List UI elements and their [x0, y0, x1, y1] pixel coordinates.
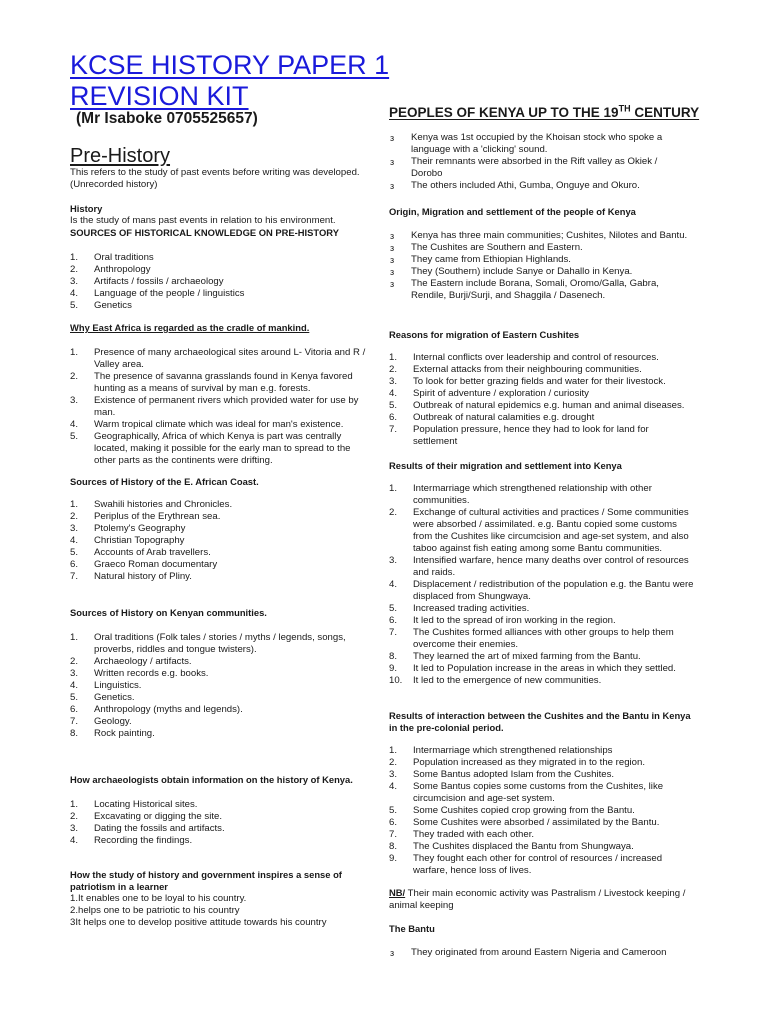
- list-item: 4. Recording the findings.: [70, 835, 193, 846]
- patriotism-section: [70, 869, 370, 929]
- origin-heading: Origin, Migration and settlement of the people of Kenya: [389, 206, 636, 217]
- arrow-bullet-icon: з: [390, 243, 395, 253]
- list-item: 10. It led to the emergence of new communities.: [389, 675, 602, 686]
- list-item: 3. Existence of permanent rivers which provided water for use by man.: [70, 395, 359, 418]
- kenyan-sources-section: [70, 607, 370, 740]
- list-item: 1. Intermarriage which strengthened relationship with other communities.: [389, 483, 652, 506]
- nb-text: Their main economic activity was Pastralism / Livestock keeping / animal keeping: [389, 888, 686, 911]
- kenyan-sources-heading: Sources of History on Kenyan communities.: [70, 607, 267, 618]
- list-item: 2. Archaeology / artifacts.: [70, 656, 192, 667]
- list-item: 2. Anthropology: [70, 264, 151, 275]
- list-item: з Their remnants were absorbed in the Rift valley as Okiek / Dorobo: [390, 156, 658, 179]
- list-item: 5. Some Cushites copied crop growing from the Bantu.: [389, 805, 635, 816]
- list-item: 3. To look for better grazing fields and water for their livestock.: [389, 376, 666, 387]
- patriotism-item: 1.It enables one to be loyal to his country.: [70, 893, 247, 904]
- title-line-1: KCSE HISTORY PAPER 1: [70, 50, 390, 80]
- list-item: з They came from Ethiopian Highlands.: [390, 254, 571, 265]
- prehistory-def-text: This refers to the study of past events before writing was developed.(Unrecorded history): [70, 167, 360, 190]
- interaction-list: [389, 745, 694, 877]
- list-item: 4. Warm tropical climate which was ideal for man's existence.: [70, 419, 344, 430]
- list-item: 2. Excavating or digging the site.: [70, 811, 222, 822]
- list-item: 7. Natural history of Pliny.: [70, 571, 192, 582]
- list-item: 6. Some Cushites were absorbed / assimilated by the Bantu.: [389, 817, 660, 828]
- coast-heading: Sources of History of the E. African Coast.: [70, 476, 259, 487]
- list-item: 3. Some Bantus adopted Islam from the Cushites.: [389, 769, 615, 780]
- list-item: з They originated from around Eastern Nigeria and Cameroon: [390, 947, 667, 958]
- nb-label: NB/: [389, 887, 406, 898]
- list-item: 1. Oral traditions (Folk tales / stories / myths / legends, songs, proverbs, riddles and tongue twisters).: [70, 632, 346, 655]
- bantu-heading: The Bantu: [389, 923, 435, 934]
- list-item: 2. Periplus of the Erythrean sea.: [70, 511, 221, 522]
- nb-note: [389, 887, 689, 912]
- list-item: 3. Written records e.g. books.: [70, 668, 209, 679]
- list-item: 4. Linguistics.: [70, 680, 142, 691]
- cradle-section: [70, 322, 375, 467]
- sources-list: [70, 252, 370, 312]
- results-heading: Results of their migration and settlement into Kenya: [389, 460, 622, 471]
- list-item: 2. Exchange of cultural activities and practices / Some communities were absorbed / assimilated. e.g. Bantu copied some customs from the Cushites like circumcision and age-set system, and also taboo against fish eating among some Bantu communities.: [389, 507, 689, 554]
- coast-section: [70, 476, 370, 583]
- list-item: 1. Intermarriage which strengthened relationships: [389, 745, 613, 756]
- list-item: 2. External attacks from their neighbouring communities.: [389, 364, 642, 375]
- title-line-2: REVISION KIT: [70, 81, 249, 111]
- list-item: 7. They traded with each other.: [389, 829, 535, 840]
- list-item: 9. It led to Population increase in the areas in which they settled.: [389, 663, 676, 674]
- author-line: (Mr Isaboke 0705525657): [76, 110, 258, 127]
- list-item: 5. Outbreak of natural epidemics e.g. human and animal diseases.: [389, 400, 685, 411]
- results-list: [389, 483, 694, 687]
- interaction-heading: Results of interaction between the Cushites and the Bantu in Kenya in the pre-colonial period.: [389, 710, 691, 733]
- reasons-heading: Reasons for migration of Eastern Cushites: [389, 329, 580, 340]
- list-item: 7. The Cushites formed alliances with other groups to help them overcome their enemies.: [389, 627, 674, 650]
- list-item: 6. Anthropology (myths and legends).: [70, 704, 243, 715]
- list-item: 3. Artifacts / fossils / archaeology: [70, 276, 224, 287]
- interaction-section: [389, 710, 694, 877]
- kenyan-sources-list: [70, 632, 370, 740]
- bantu-list: [389, 947, 689, 959]
- peoples-intro: [389, 132, 689, 192]
- list-item: 8. They learned the art of mixed farming from the Bantu.: [389, 651, 641, 662]
- patriotism-heading: How the study of history and government inspires a sense of patriotism in a learner: [70, 869, 342, 892]
- coast-list: [70, 499, 370, 583]
- arrow-bullet-icon: з: [390, 279, 395, 289]
- bantu-section: [389, 923, 689, 959]
- list-item: з Kenya has three main communities; Cushites, Nilotes and Bantu.: [390, 230, 688, 241]
- list-item: 1. Presence of many archaeological sites around L- Vitoria and R / Valley area.: [70, 347, 366, 370]
- list-item: 8. The Cushites displaced the Bantu from Shungwaya.: [389, 841, 634, 852]
- list-item: 7. Population pressure, hence they had to look for land for settlement: [389, 424, 649, 447]
- list-item: 1. Internal conflicts over leadership and control of resources.: [389, 352, 659, 363]
- list-item: з They (Southern) include Sanye or Dahallo in Kenya.: [390, 266, 633, 277]
- prehistory-definition: [70, 167, 360, 191]
- history-def: Is the study of mans past events in relation to his environment.: [70, 215, 336, 226]
- list-item: 4. Spirit of adventure / exploration / curiosity: [389, 388, 589, 399]
- list-item: 3. Ptolemy's Geography: [70, 523, 186, 534]
- list-item: з The others included Athi, Gumba, Onguye and Okuro.: [390, 180, 640, 191]
- list-item: 3. Dating the fossils and artifacts.: [70, 823, 225, 834]
- list-item: 1. Locating Historical sites.: [70, 799, 198, 810]
- sources-heading: SOURCES OF HISTORICAL KNOWLEDGE ON PRE-HISTORY: [70, 227, 339, 238]
- prehistory-heading: Pre-History: [70, 145, 171, 167]
- peoples-intro-list: [389, 132, 689, 192]
- list-item: 1. Swahili histories and Chronicles.: [70, 499, 233, 510]
- patriotism-item: 2.helps one to be patriotic to his country: [70, 905, 240, 916]
- archaeologists-heading: How archaeologists obtain information on the history of Kenya.: [70, 774, 353, 785]
- patriotism-item: 3It helps one to develop positive attitude towards his country: [70, 917, 327, 928]
- arrow-bullet-icon: з: [390, 181, 395, 191]
- list-item: 7. Geology.: [70, 716, 132, 727]
- list-item: 6. Outbreak of natural calamities e.g. drought: [389, 412, 595, 423]
- reasons-section: [389, 329, 694, 448]
- list-item: 9. They fought each other for control of resources / increased warfare, hence loss of lives.: [389, 853, 663, 876]
- archaeologists-section: [70, 774, 370, 847]
- history-section: [70, 203, 370, 312]
- list-item: 6. Graeco Roman documentary: [70, 559, 218, 570]
- list-item: 5. Genetics.: [70, 692, 135, 703]
- list-item: з The Eastern include Borana, Somali, Oromo/Galla, Gabra, Rendile, Burji/Surji, and Shaggila / Dasenech.: [390, 278, 659, 301]
- origin-list: [389, 230, 689, 302]
- list-item: 5. Geographically, Africa of which Kenya is part was centrally located, making it possible for the early man to spread to the other parts as the continents were drifting.: [70, 431, 351, 466]
- document-title: [70, 50, 389, 112]
- list-item: 5. Increased trading activities.: [389, 603, 530, 614]
- arrow-bullet-icon: з: [390, 231, 395, 241]
- origin-section: [389, 206, 689, 302]
- arrow-bullet-icon: з: [390, 948, 395, 958]
- list-item: 5. Genetics: [70, 300, 132, 311]
- results-section: [389, 460, 694, 687]
- list-item: з The Cushites are Southern and Eastern.: [390, 242, 583, 253]
- list-item: 4. Displacement / redistribution of the population e.g. the Bantu were displaced from Shungwaya.: [389, 579, 694, 602]
- list-item: з Kenya was 1st occupied by the Khoisan stock who spoke a language with a 'clicking' sound.: [390, 132, 663, 155]
- list-item: 1. Oral traditions: [70, 252, 154, 263]
- list-item: 2. The presence of savanna grasslands found in Kenya favored hunting as a means of survival by man e.g. forests.: [70, 371, 353, 394]
- cradle-list: [70, 347, 375, 467]
- arrow-bullet-icon: з: [390, 255, 395, 265]
- reasons-list: [389, 352, 694, 448]
- archaeologists-list: [70, 799, 370, 847]
- arrow-bullet-icon: з: [390, 133, 395, 143]
- list-item: 4. Christian Topography: [70, 535, 185, 546]
- list-item: 4. Some Bantus copies some customs from the Cushites, like circumcision and age-set system.: [389, 781, 664, 804]
- list-item: 3. Intensified warfare, hence many deaths over control of resources and raids.: [389, 555, 689, 578]
- history-heading: History: [70, 203, 103, 214]
- cradle-heading: Why East Africa is regarded as the cradle of mankind.: [70, 322, 310, 333]
- peoples-heading: PEOPLES OF KENYA UP TO THE 19TH CENTURY: [389, 103, 700, 120]
- list-item: 6. It led to the spread of iron working in the region.: [389, 615, 616, 626]
- list-item: 8. Rock painting.: [70, 728, 155, 739]
- arrow-bullet-icon: з: [390, 157, 395, 167]
- arrow-bullet-icon: з: [390, 267, 395, 277]
- list-item: 4. Language of the people / linguistics: [70, 288, 245, 299]
- list-item: 5. Accounts of Arab travellers.: [70, 547, 211, 558]
- list-item: 2. Population increased as they migrated in to the region.: [389, 757, 645, 768]
